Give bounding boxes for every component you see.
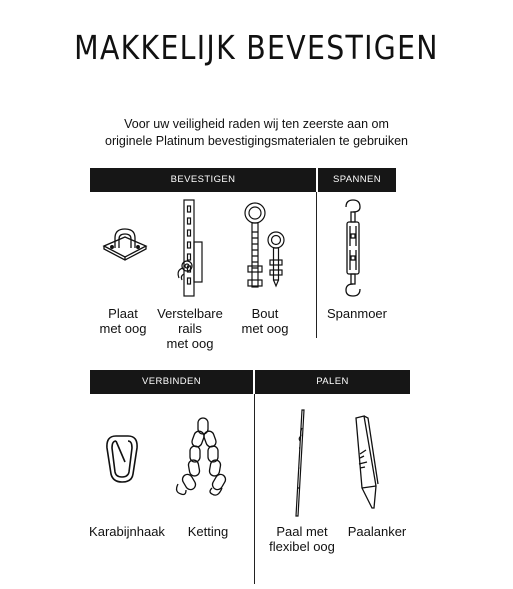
eye-bolt-icon [238,200,298,298]
section-bevestigen: BEVESTIGEN [90,168,316,192]
label-bout: Bout met oog [241,306,289,336]
intro-line-2: originele Platinum bevestigingsmaterialen te gebruiken [105,134,408,148]
intro-line-1: Voor uw veiligheid raden wij ten zeerste aan om [124,117,389,131]
label-ketting: Ketting [187,524,229,539]
divider-palen [254,394,255,584]
page-title: MAKKELIJK BEVESTIGEN [74,28,439,67]
label-karabijnhaak: Karabijnhaak [89,524,165,539]
label-paalanker: Paalanker [347,524,407,539]
plate-eye-icon [100,226,150,262]
section-palen: PALEN [255,370,410,394]
pole-icon [288,408,312,520]
label-rails: Verstelbare rails met oog [157,306,223,351]
carabiner-icon [102,432,142,484]
label-spanmoer: Spanmoer [327,306,387,321]
turnbuckle-icon [338,198,368,298]
section-verbinden: VERBINDEN [90,370,253,394]
section-spannen: SPANNEN [318,168,396,192]
chain-icon [172,414,234,504]
label-paal: Paal met flexibel oog [269,524,335,554]
label-plaat: Plaat met oog [99,306,147,336]
pole-anchor-icon [348,414,384,510]
adjustable-rail-icon [170,198,210,298]
divider-spannen [316,192,317,338]
